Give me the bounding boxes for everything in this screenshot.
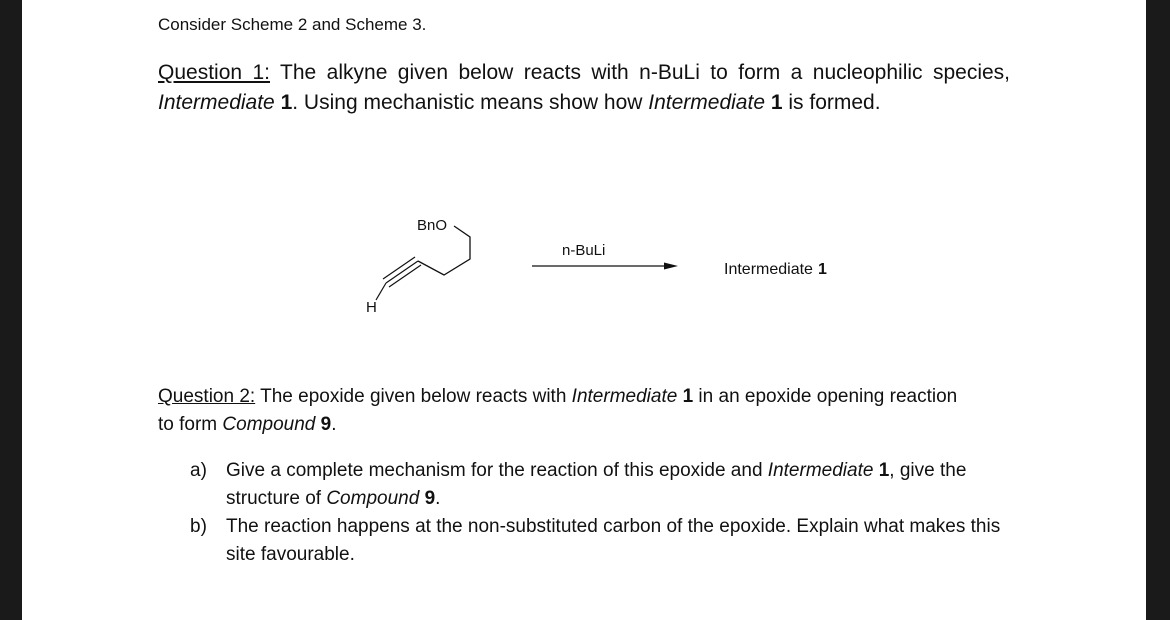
question-1-text-b: . Using mechanistic means show how: [292, 91, 649, 114]
compound-number: 9: [424, 488, 436, 509]
sub-question-a-text-b: , give the structure of: [226, 460, 967, 509]
h-bond: [376, 283, 386, 300]
question-1: [158, 58, 1010, 118]
alkyne-structure: [322, 205, 862, 325]
question-1-text-a: The alkyne given below reacts with n-BuLi to form a nucleophilic species,: [270, 61, 1010, 84]
intermediate-word: Intermediate: [158, 91, 275, 114]
hydrogen-label: H: [366, 299, 377, 316]
compound-number: 9: [320, 414, 332, 435]
sub-question-b-text: The reaction happens at the non-substituted carbon of the epoxide. Explain what makes this site favourable.: [226, 516, 1001, 565]
sub-question-a-text-a: Give a complete mechanism for the reaction of this epoxide and: [226, 460, 768, 481]
sub-question-a-text-c: .: [435, 488, 441, 509]
sub-question-label: a): [190, 460, 207, 481]
question-2-text-c: .: [331, 414, 337, 435]
question-2-label: Question 2:: [158, 386, 256, 407]
sub-question-a: [190, 457, 1010, 513]
triple-bond-line: [389, 265, 421, 287]
intermediate-word: Intermediate: [767, 460, 874, 481]
reagent-label: n-BuLi: [562, 242, 606, 259]
reaction-scheme: [322, 205, 862, 325]
compound-word: Compound: [326, 488, 420, 509]
sub-question-list: [190, 457, 1010, 569]
intermediate-word: Intermediate: [571, 386, 678, 407]
product-number: 1: [817, 261, 827, 278]
intermediate-word: Intermediate: [648, 91, 765, 114]
triple-bond-line: [383, 257, 415, 279]
intro-text: Consider Scheme 2 and Scheme 3.: [158, 15, 427, 34]
bno-label: BnO: [417, 217, 448, 234]
question-2-text-b: in an epoxide opening reaction to form: [158, 386, 958, 435]
compound-word: Compound: [222, 414, 316, 435]
question-2-text-a: The epoxide given below reacts with: [255, 386, 572, 407]
triple-bond-line: [386, 261, 418, 283]
question-1-text-c: is formed.: [782, 91, 881, 114]
question-2: [158, 383, 978, 439]
document-page: [22, 0, 1146, 620]
product-word: Intermediate: [724, 261, 813, 278]
intermediate-number: 1: [280, 91, 293, 114]
intermediate-number: 1: [878, 460, 890, 481]
intermediate-number: 1: [682, 386, 694, 407]
product-label: [724, 261, 827, 278]
sub-question-b: [190, 513, 1010, 569]
arrow-head-icon: [664, 263, 678, 270]
question-1-label: Question 1:: [158, 61, 270, 84]
sub-question-label: b): [190, 516, 207, 537]
intermediate-number: 1: [770, 91, 783, 114]
